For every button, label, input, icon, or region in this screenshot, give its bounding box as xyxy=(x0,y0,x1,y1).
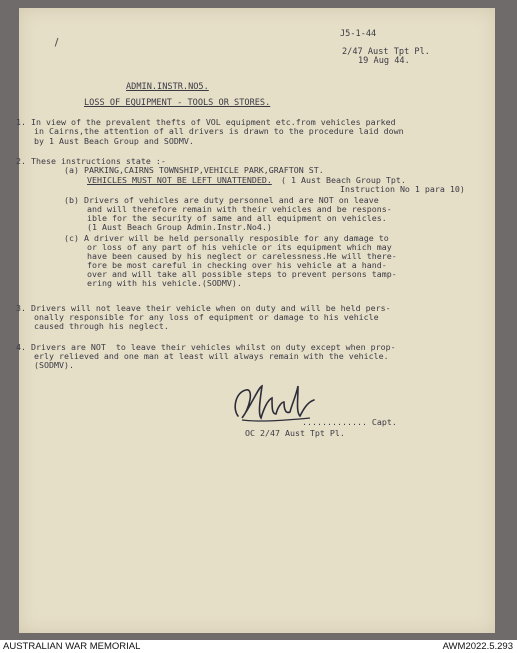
para1-line: by 1 Aust Beach Group and SODMV. xyxy=(34,136,194,146)
para2-c-line: ering with his vehicle.(SODMV). xyxy=(87,278,242,288)
file-reference: J5-1-44 xyxy=(340,29,377,39)
para1-line: in Cairns,the attention of all drivers is drawn to the procedure laid down xyxy=(34,126,404,136)
unit-name: 2/47 Aust Tpt Pl. xyxy=(342,47,430,57)
para3-line: caused through his neglect. xyxy=(34,321,169,331)
para3-line: 3. Drivers will not leave their vehicle when on duty and will be held pers- xyxy=(16,303,391,313)
accession-number: AWM2022.5.293 xyxy=(442,641,513,652)
para2-b-line: ible for the security of same and all equipment on vehicles. xyxy=(87,213,387,223)
signature-appointment: OC 2/47 Aust Tpt Pl. xyxy=(245,428,345,438)
para2-a-line: Instruction No 1 para 10) xyxy=(340,184,465,194)
para4-line: 4. Drivers are NOT to leave their vehicles whilst on duty except when prop- xyxy=(16,342,396,352)
para1-line: 1. In view of the prevalent thefts of VOL equipment etc.from vehicles parked xyxy=(16,117,396,127)
para2-b-line: (1 Aust Beach Group Admin.Instr.No4.) xyxy=(87,222,272,232)
para2-c-line: over and will take all possible steps to prevent persons tamp- xyxy=(87,269,397,279)
document-date: 19 Aug 44. xyxy=(358,56,410,66)
para2-intro: 2. These instructions state :- xyxy=(16,156,166,166)
para2-c-line: (c) A driver will be held personally resposible for any damage to xyxy=(64,233,389,243)
institution-credit: AUSTRALIAN WAR MEMORIAL xyxy=(3,641,141,652)
pencil-mark xyxy=(55,38,61,47)
para2-b-line: and will therefore remain with their vehicles and be respons- xyxy=(87,204,392,214)
para2-c-line: fore be most careful in checking over his vehicle at a hand- xyxy=(87,260,387,270)
para2-b-line: (b) Drivers of vehicles are duty personnel and are NOT on leave xyxy=(64,195,379,205)
para2-a-line: (a) PARKING,CAIRNS TOWNSHIP,VEHICLE PARK,GRAFTON ST. xyxy=(64,165,324,175)
para4-line: (SODMV). xyxy=(34,360,74,370)
signature-dots-rank: ............. Capt. xyxy=(302,417,397,427)
para4-line: erly relieved and one man at least will always remain with the vehicle. xyxy=(34,351,389,361)
para2-c-line: have been caused by his neglect or carelessness.He will there- xyxy=(87,251,397,261)
document-subject: LOSS OF EQUIPMENT - TOOLS OR STORES. xyxy=(84,98,271,108)
para2-a-line: VEHICLES MUST NOT BE LEFT UNATTENDED. xyxy=(87,175,272,185)
para2-a-line: ( 1 Aust Beach Group Tpt. xyxy=(281,175,406,185)
para2-c-line: or loss of any part of his vehicle or its equipment which may xyxy=(87,242,392,252)
document-title: ADMIN.INSTR.NO5. xyxy=(126,82,209,92)
para3-line: onally responsible for any loss of equipment or damage to his vehicle xyxy=(34,312,379,322)
